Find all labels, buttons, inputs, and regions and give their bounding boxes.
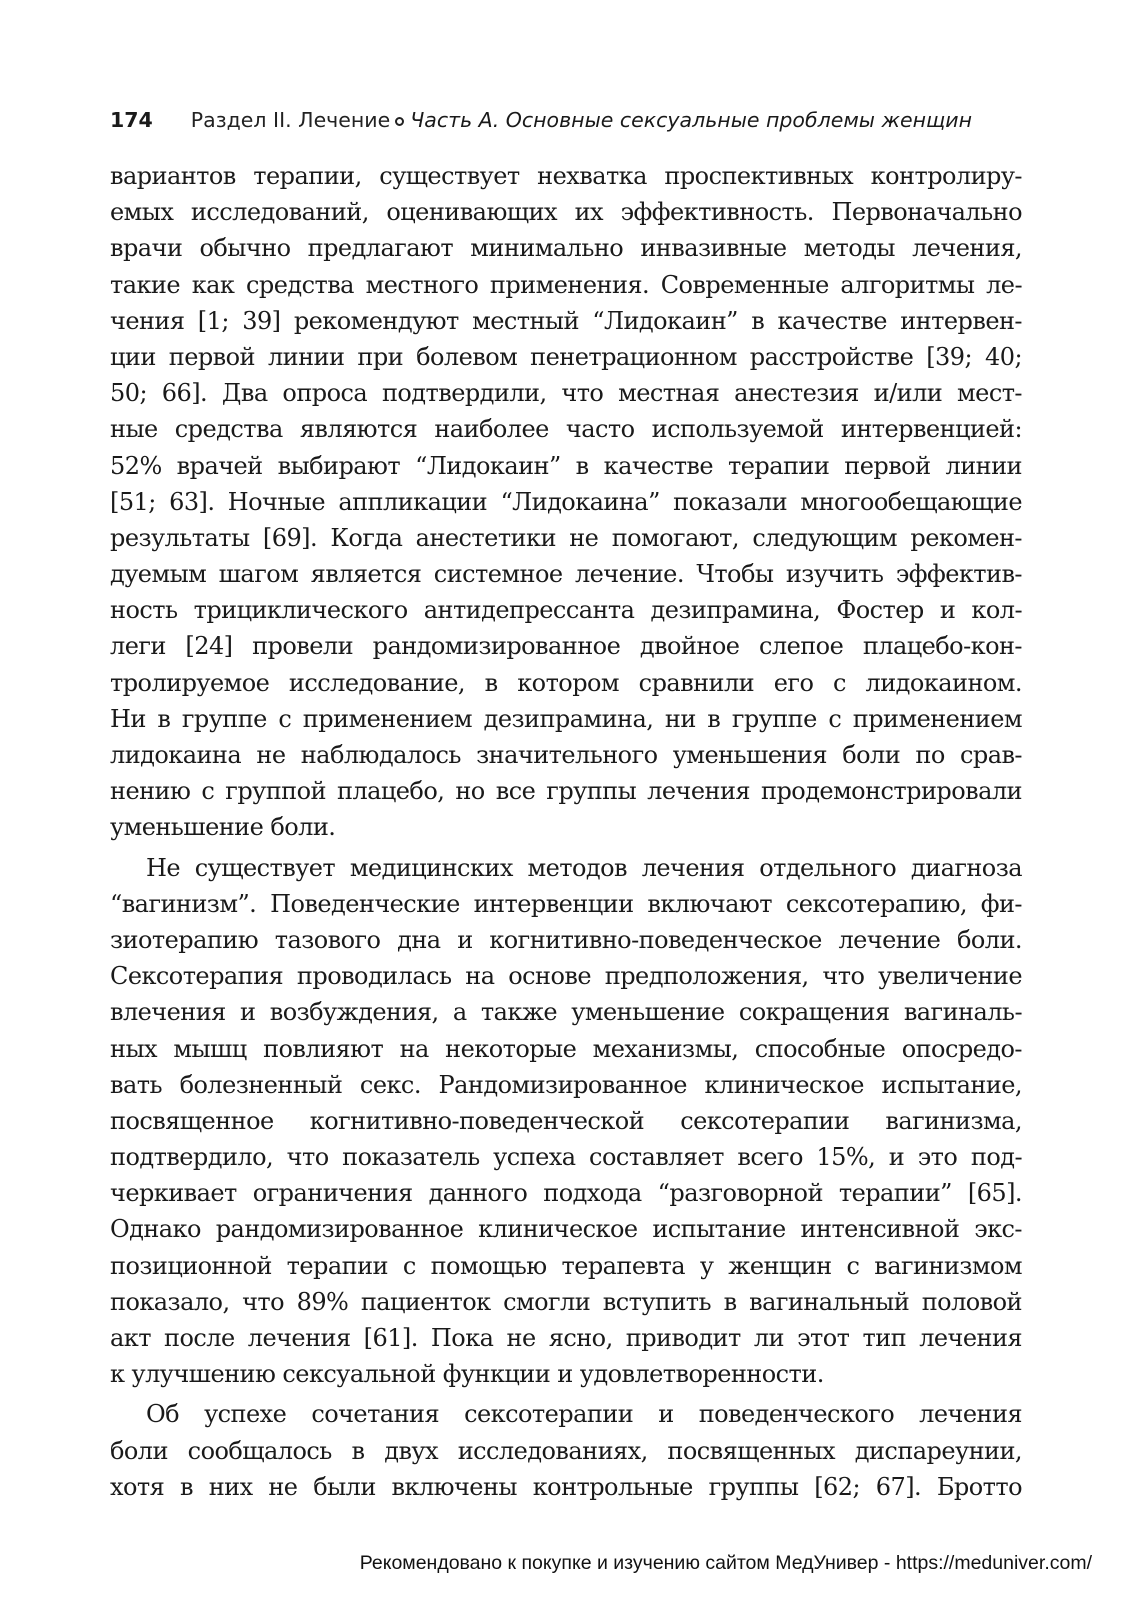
text-line: Однако рандомизированное клиническое испытание интенсивной экс- <box>110 1215 1022 1244</box>
text-line: подтвердило, что показатель успеха составляет всего 15%, и это под- <box>110 1143 1022 1172</box>
text-line: леги [24] провели рандомизированное двойное слепое плацебо-кон- <box>110 632 1022 661</box>
paragraph <box>110 1396 1022 1505</box>
text-line: Ни в группе с применением дезипрамина, ни в группе с применением <box>110 704 1022 733</box>
text-line: посвященное когнитивно-поведенческой сексотерапии вагинизма, <box>110 1106 1022 1135</box>
text-line: 52% врачей выбирают “Лидокаин” в качестве терапии первой линии <box>110 451 1022 480</box>
text-line: Не существует медицинских методов лечения отдельного диагноза <box>146 853 1022 882</box>
text-line: 50; 66]. Два опроса подтвердили, что местная анестезия и/или мест- <box>110 379 1022 408</box>
text-line: черкивает ограничения данного подхода “разговорной терапии” [65]. <box>110 1179 1022 1208</box>
text-line: тролируемое исследование, в котором сравнили его с лидокаином. <box>110 668 1022 697</box>
paragraph <box>110 158 1022 846</box>
text-line: “вагинизм”. Поведенческие интервенции включают сексотерапию, фи- <box>110 889 1022 918</box>
text-line: ции первой линии при болевом пенетрационном расстройстве [39; 40; <box>110 342 1022 371</box>
footer-watermark: Рекомендовано к покупке и изучению сайтом МедУнивер - https://meduniver.com/ <box>359 1552 1092 1574</box>
paragraph <box>110 850 1022 1393</box>
section-title: Раздел II. Лечение <box>190 108 391 132</box>
part-title: Часть А. Основные сексуальные проблемы женщин <box>410 108 973 132</box>
text-line: вать болезненный секс. Рандомизированное клиническое испытание, <box>110 1070 1022 1099</box>
text-line: лидокаина не наблюдалось значительного уменьшения боли по срав- <box>110 741 1022 769</box>
body-text <box>110 158 1022 1505</box>
text-line: емых исследований, оценивающих их эффективность. Первоначально <box>110 198 1022 227</box>
text-line: ные средства являются наиболее часто используемой интервенцией: <box>110 415 1022 444</box>
text-line: такие как средства местного применения. Современные алгоритмы ле- <box>110 270 1022 299</box>
text-line: к улучшению сексуальной функции и удовлетворенности. <box>110 1360 824 1389</box>
text-line: акт после лечения [61]. Пока не ясно, приводит ли этот тип лечения <box>110 1324 1022 1352</box>
text-line: зиотерапию тазового дна и когнитивно-поведенческое лечение боли. <box>110 925 1022 954</box>
text-line: показало, что 89% пациенток смогли вступить в вагинальный половой <box>110 1287 1022 1316</box>
text-line: позиционной терапии с помощью терапевта у женщин с вагинизмом <box>110 1251 1022 1280</box>
text-line: влечения и возбуждения, а также уменьшение сокращения вагиналь- <box>110 998 1022 1027</box>
text-line: врачи обычно предлагают минимально инвазивные методы лечения, <box>110 234 1022 263</box>
text-line: хотя в них не были включены контрольные группы [62; 67]. Бротто <box>110 1472 1022 1501</box>
text-line: боли сообщалось в двух исследованиях, посвященных диспареунии, <box>110 1436 1022 1465</box>
text-line: вариантов терапии, существует нехватка проспективных контролиру- <box>110 162 1022 190</box>
page-number: 174 <box>110 108 153 132</box>
text-line: [51; 63]. Ночные аппликации “Лидокаина” показали многообещающие <box>110 487 1022 516</box>
text-line: Об успехе сочетания сексотерапии и поведенческого лечения <box>146 1400 1022 1429</box>
running-header <box>110 100 1030 140</box>
text-line: уменьшение боли. <box>110 813 336 842</box>
text-line: дуемым шагом является системное лечение. Чтобы изучить эффектив- <box>110 560 1022 589</box>
text-line: результаты [69]. Когда анестетики не помогают, следующим рекомен- <box>110 523 1022 552</box>
text-line: Сексотерапия проводилась на основе предположения, что увеличение <box>110 962 1022 991</box>
text-line: чения [1; 39] рекомендуют местный “Лидокаин” в качестве интервен- <box>110 306 1022 335</box>
text-line: ных мышц повлияют на некоторые механизмы, способные опосредо- <box>110 1034 1022 1063</box>
text-line: ность трициклического антидепрессанта дезипрамина, Фостер и кол- <box>110 596 1022 625</box>
text-line: нению с группой плацебо, но все группы лечения продемонстрировали <box>110 777 1022 806</box>
bullet-separator-icon <box>395 117 404 126</box>
